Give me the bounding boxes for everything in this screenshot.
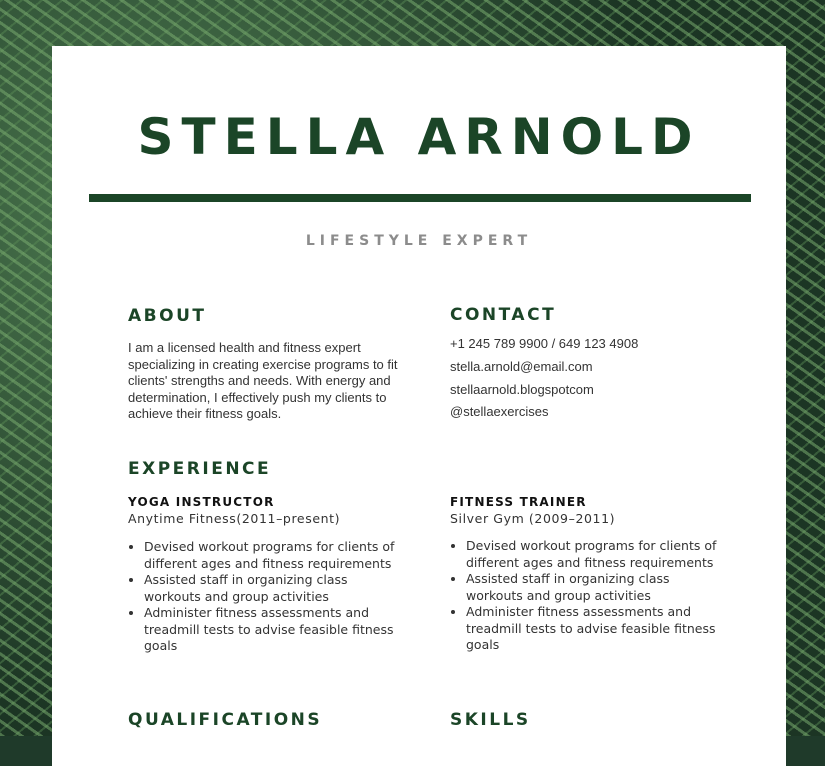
job-bullet: • Devised workout programs for clients of different ages and fitness requirements [466, 538, 728, 571]
qualifications-heading: QUALIFICATIONS [128, 710, 323, 730]
job-company: Silver Gym (2009–2011) [450, 511, 616, 526]
contact-heading: CONTACT [450, 305, 557, 325]
job-bullets [450, 538, 728, 654]
resume-name: STELLA ARNOLD [137, 108, 701, 166]
resume-role: LIFESTYLE EXPERT [305, 233, 533, 249]
job-company: Anytime Fitness(2011–present) [128, 511, 341, 526]
job-bullet: • Assisted staff in organizing class workouts and group activities [466, 571, 728, 604]
job-bullet: • Assisted staff in organizing class workouts and group activities [144, 572, 406, 605]
title-divider [89, 194, 751, 202]
about-heading: ABOUT [128, 306, 207, 326]
job-title: YOGA INSTRUCTOR [128, 495, 275, 509]
skills-heading: SKILLS [450, 710, 531, 730]
contact-social: @stellaexercises [450, 404, 549, 419]
experience-heading: EXPERIENCE [128, 459, 272, 479]
contact-phone: +1 245 789 9900 / 649 123 4908 [450, 336, 639, 351]
job-bullet: • Administer fitness assessments and treadmill tests to advise feasible fitness goals [144, 605, 406, 655]
resume-page [52, 46, 786, 766]
contact-blog: stellaarnold.blogspotcom [450, 382, 594, 397]
about-text: I am a licensed health and fitness expert specializing in creating exercise programs to fit clients' strengths and needs. With energy and determination, I effectively push my clients to achieve their fitness goals. [128, 340, 398, 421]
job-title: FITNESS TRAINER [450, 495, 587, 509]
job-bullet: • Devised workout programs for clients of different ages and fitness requirements [144, 539, 406, 572]
job-bullet: • Administer fitness assessments and treadmill tests to advise feasible fitness goals [466, 604, 728, 654]
contact-email: stella.arnold@email.com [450, 359, 593, 374]
job-bullets [128, 539, 406, 655]
